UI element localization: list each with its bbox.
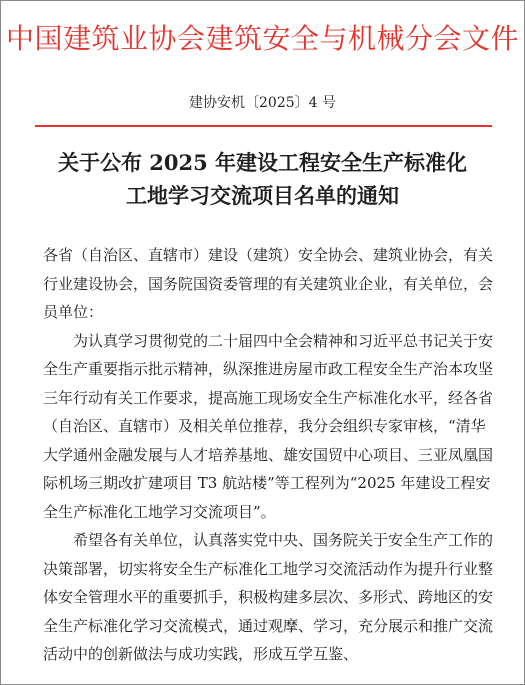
document-header-title: 中国建筑业协会建筑安全与机械分会文件 bbox=[5, 22, 519, 55]
notice-title-line-1: 关于公布 2025 年建设工程安全生产标准化 bbox=[57, 150, 468, 175]
body-paragraph-2: 希望各有关单位，认真落实党中央、国务院关于安全生产工作的决策部署，切实将安全生产标准化工地学习交流活动作为提升行业整体安全管理水平的重要抓手，积极构建多层次、多形式、跨地区的安全生产标准化学习交流模式，通过观摩、学习，充分展示和推广交流活动中的创新做法与成功实践，形成互学互鉴、 bbox=[43, 531, 494, 663]
document-body bbox=[43, 241, 495, 669]
salutation: 各省（自治区、直辖市）建设（建筑）安全协会、建筑业协会，有关行业建设协会，国务院国资委管理的有关建筑业企业，有关单位，会员单位： bbox=[43, 246, 494, 321]
body-paragraph-1: 为认真学习贯彻党的二十届四中全会精神和习近平总书记关于安全生产重要指示批示精神，纵深推进房屋市政工程安全生产治本攻坚三年行动有关工作要求，提高施工现场安全生产标准化水平，经各省（自治区、直辖市）及相关单位推荐，我分会组织专家审核，“清华大学通州金融发展与人才培养基地、雄安国贸中心项目、三亚凤凰国际机场三期改扩建项目 T3 航站楼”等工程列为“2025 年建设工程安全生产标准化工地学习交流项目”。 bbox=[43, 331, 494, 521]
notice-title-line-2: 工地学习交流项目名单的通知 bbox=[126, 183, 399, 208]
notice-title bbox=[1, 146, 524, 212]
header-red-rule bbox=[35, 125, 492, 127]
document-number: 建协安机〔2025〕4 号 bbox=[189, 95, 336, 111]
